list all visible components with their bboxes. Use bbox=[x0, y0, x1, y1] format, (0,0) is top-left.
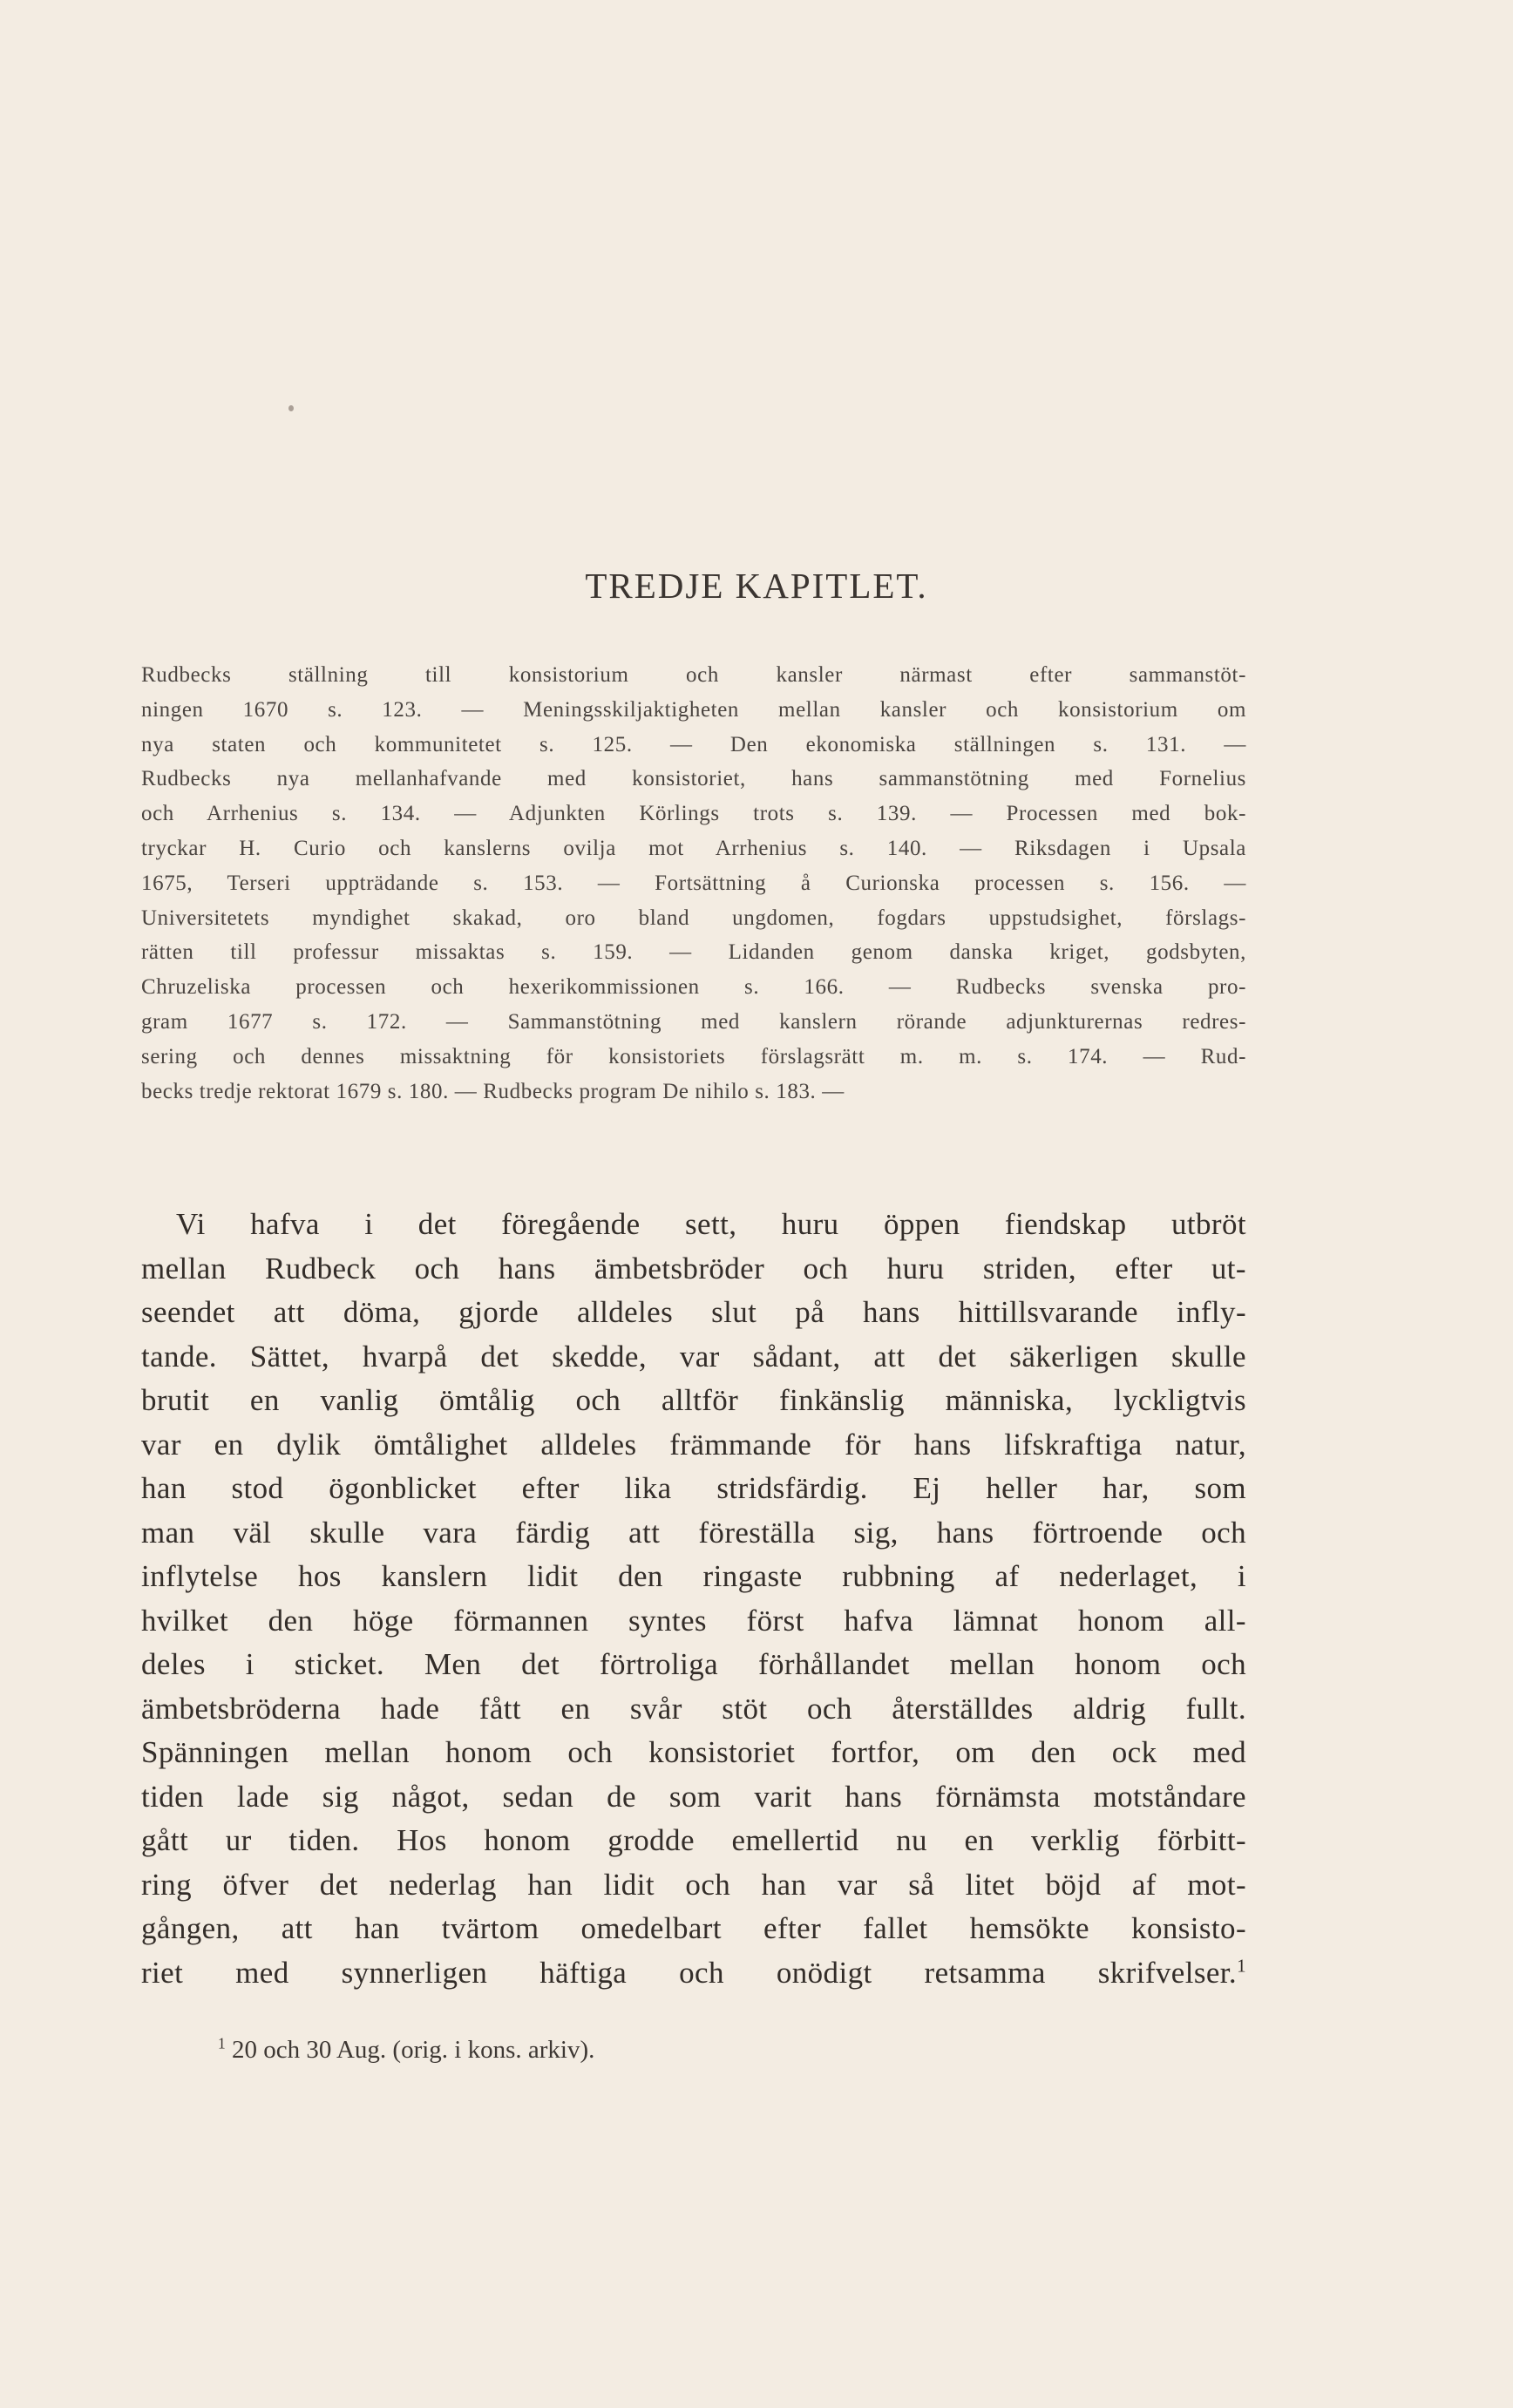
body-line: seendet att döma, gjorde alldeles slut på hans hittillsvarande infly- bbox=[141, 1295, 1246, 1329]
body-line: gången, att han tvärtom omedelbart efter fallet hemsökte konsisto- bbox=[141, 1911, 1246, 1945]
summary-line: och Arrhenius s. 134. — Adjunkten Körlings trots s. 139. — Processen med bok- bbox=[141, 802, 1246, 826]
chapter-summary bbox=[141, 658, 1246, 1109]
chapter-title: TREDJE KAPITLET. bbox=[585, 566, 928, 606]
body-line: mellan Rudbeck och hans ämbetsbröder och huru striden, efter ut- bbox=[141, 1251, 1246, 1285]
summary-line: Chruzeliska processen och hexerikommissionen s. 166. — Rudbecks svenska pro- bbox=[141, 975, 1246, 1000]
body-line: man väl skulle vara färdig att föreställa sig, hans förtroende och bbox=[141, 1515, 1246, 1550]
body-line: Vi hafva i det föregående sett, huru öppen fiendskap utbröt bbox=[176, 1207, 1246, 1241]
summary-line: gram 1677 s. 172. — Sammanstötning med kanslern rörande adjunkturernas redres- bbox=[141, 1009, 1246, 1034]
body-line: hvilket den höge förmannen syntes först hafva lämnat honom all- bbox=[141, 1603, 1246, 1638]
summary-line: nya staten och kommunitetet s. 125. — Den ekonomiska ställningen s. 131. — bbox=[141, 732, 1246, 756]
body-line: brutit en vanlig ömtålig och alltför finkänslig människa, lyckligtvis bbox=[141, 1383, 1246, 1417]
body-line: tiden lade sig något, sedan de som varit hans förnämsta motståndare bbox=[141, 1779, 1246, 1814]
body-line: Spänningen mellan honom och konsistoriet fortfor, om den ock med bbox=[141, 1735, 1246, 1769]
body-line: gått ur tiden. Hos honom grodde emellertid nu en verklig förbitt- bbox=[141, 1823, 1246, 1857]
footnote-marker: 1 bbox=[218, 2034, 226, 2052]
ink-speck bbox=[288, 405, 294, 411]
summary-line: Rudbecks nya mellanhafvande med konsistoriet, hans sammanstötning med Fornelius bbox=[141, 767, 1246, 791]
body-line: tande. Sättet, hvarpå det skedde, var sådant, att det säkerligen skulle bbox=[141, 1339, 1246, 1374]
body-line-last bbox=[141, 1951, 1246, 1996]
body-line: var en dylik ömtålighet alldeles främmande för hans lifskraftiga natur, bbox=[141, 1427, 1246, 1462]
body-paragraph bbox=[141, 1203, 1246, 1995]
summary-line: Rudbecks ställning till konsistorium och kansler närmast efter sammanstöt- bbox=[141, 663, 1246, 687]
summary-line: 1675, Terseri uppträdande s. 153. — Fortsättning å Curionska processen s. 156. — bbox=[141, 871, 1246, 895]
summary-line: ningen 1670 s. 123. — Meningsskiljaktigheten mellan kansler och konsistorium om bbox=[141, 697, 1246, 722]
summary-line: Universitetets myndighet skakad, oro bland ungdomen, fogdars uppstudsighet, förslags- bbox=[141, 906, 1246, 930]
footnote-reference: 1 bbox=[1237, 1954, 1246, 1976]
body-line-last-text: riet med synnerligen häftiga och onödigt retsamma skrifvelser. bbox=[141, 1955, 1238, 1990]
summary-line: becks tredje rektorat 1679 s. 180. — Rudbecks program De nihilo s. 183. — bbox=[141, 1079, 845, 1103]
summary-line: rätten till professur missaktas s. 159. — Lidanden genom danska kriget, godsbyten, bbox=[141, 940, 1246, 965]
body-line: ring öfver det nederlag han lidit och han var så litet böjd af mot- bbox=[141, 1867, 1246, 1902]
body-line: deles i sticket. Men det förtroliga förhållandet mellan honom och bbox=[141, 1647, 1246, 1681]
body-line: han stod ögonblicket efter lika stridsfärdig. Ej heller har, som bbox=[141, 1471, 1246, 1505]
footnote bbox=[218, 2036, 594, 2065]
footnote-text: 20 och 30 Aug. (orig. i kons. arkiv). bbox=[231, 2036, 595, 2064]
body-line: ämbetsbröderna hade fått en svår stöt och återställdes aldrig fullt. bbox=[141, 1691, 1246, 1726]
body-line: inflytelse hos kanslern lidit den ringaste rubbning af nederlaget, i bbox=[141, 1559, 1246, 1593]
summary-line: sering och dennes missaktning för konsistoriets förslagsrätt m. m. s. 174. — Rud- bbox=[141, 1044, 1246, 1068]
summary-line: tryckar H. Curio och kanslerns ovilja mot Arrhenius s. 140. — Riksdagen i Upsala bbox=[141, 836, 1246, 860]
